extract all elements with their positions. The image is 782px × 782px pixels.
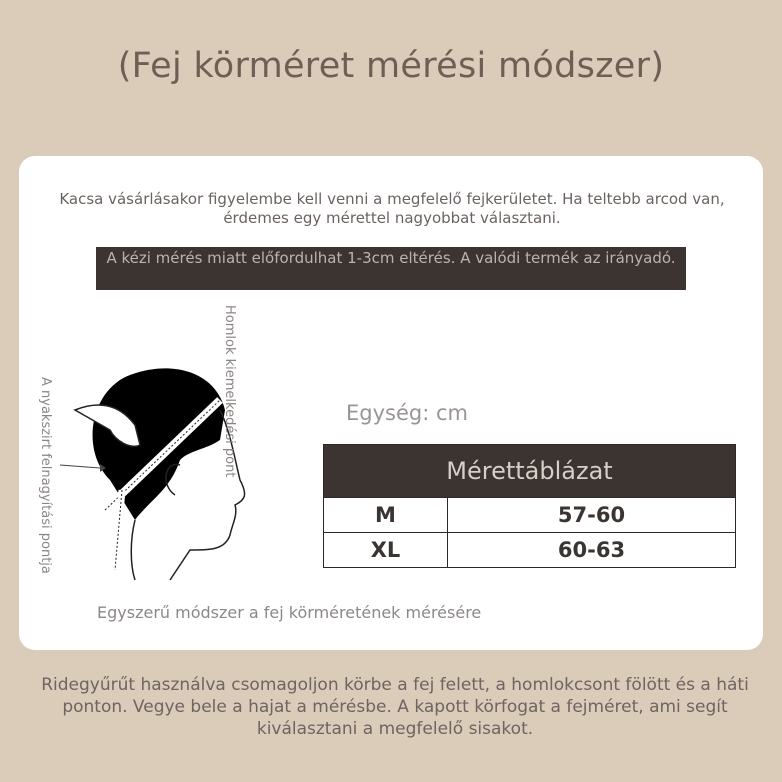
nape-label: A nyakszirt felnagyítási pontja: [38, 377, 53, 574]
size-table-header: Mérettáblázat: [324, 445, 736, 498]
size-cell: M: [324, 498, 448, 533]
table-row: [324, 533, 736, 568]
head-measurement-illustration: [40, 300, 300, 600]
unit-label: Egység: cm: [346, 401, 468, 425]
range-cell: 60-63: [448, 533, 736, 568]
instructions-text: Ridegyűrűt használva csomagoljon körbe a fej felett, a homlokcsont fölött és a háti ponton. Vegye bele a hajat a mérésbe. A kapott körfogat a fejméret, ami segít kiválasztani a megfelelő sisakot.: [41, 675, 749, 739]
warning-banner: A kézi mérés miatt előfordulhat 1-3cm eltérés. A valódi termék az irányadó.: [96, 247, 686, 290]
head-profile-icon: [40, 300, 300, 600]
figure-caption: Egyszerű módszer a fej körméretének mérésére: [97, 603, 482, 622]
fit-note: Kacsa vásárlásakor figyelembe kell venni a megfelelő fejkerületet. Ha teltebb arcod van, érdemes egy mérettel nagyobbat választani.: [59, 190, 725, 227]
table-row: [324, 498, 736, 533]
range-cell: 57-60: [448, 498, 736, 533]
forehead-label: Homlok kiemelkedési pont: [222, 305, 237, 478]
size-cell: XL: [324, 533, 448, 568]
page-title: (Fej körméret mérési módszer): [117, 46, 665, 86]
size-table: [323, 444, 736, 568]
